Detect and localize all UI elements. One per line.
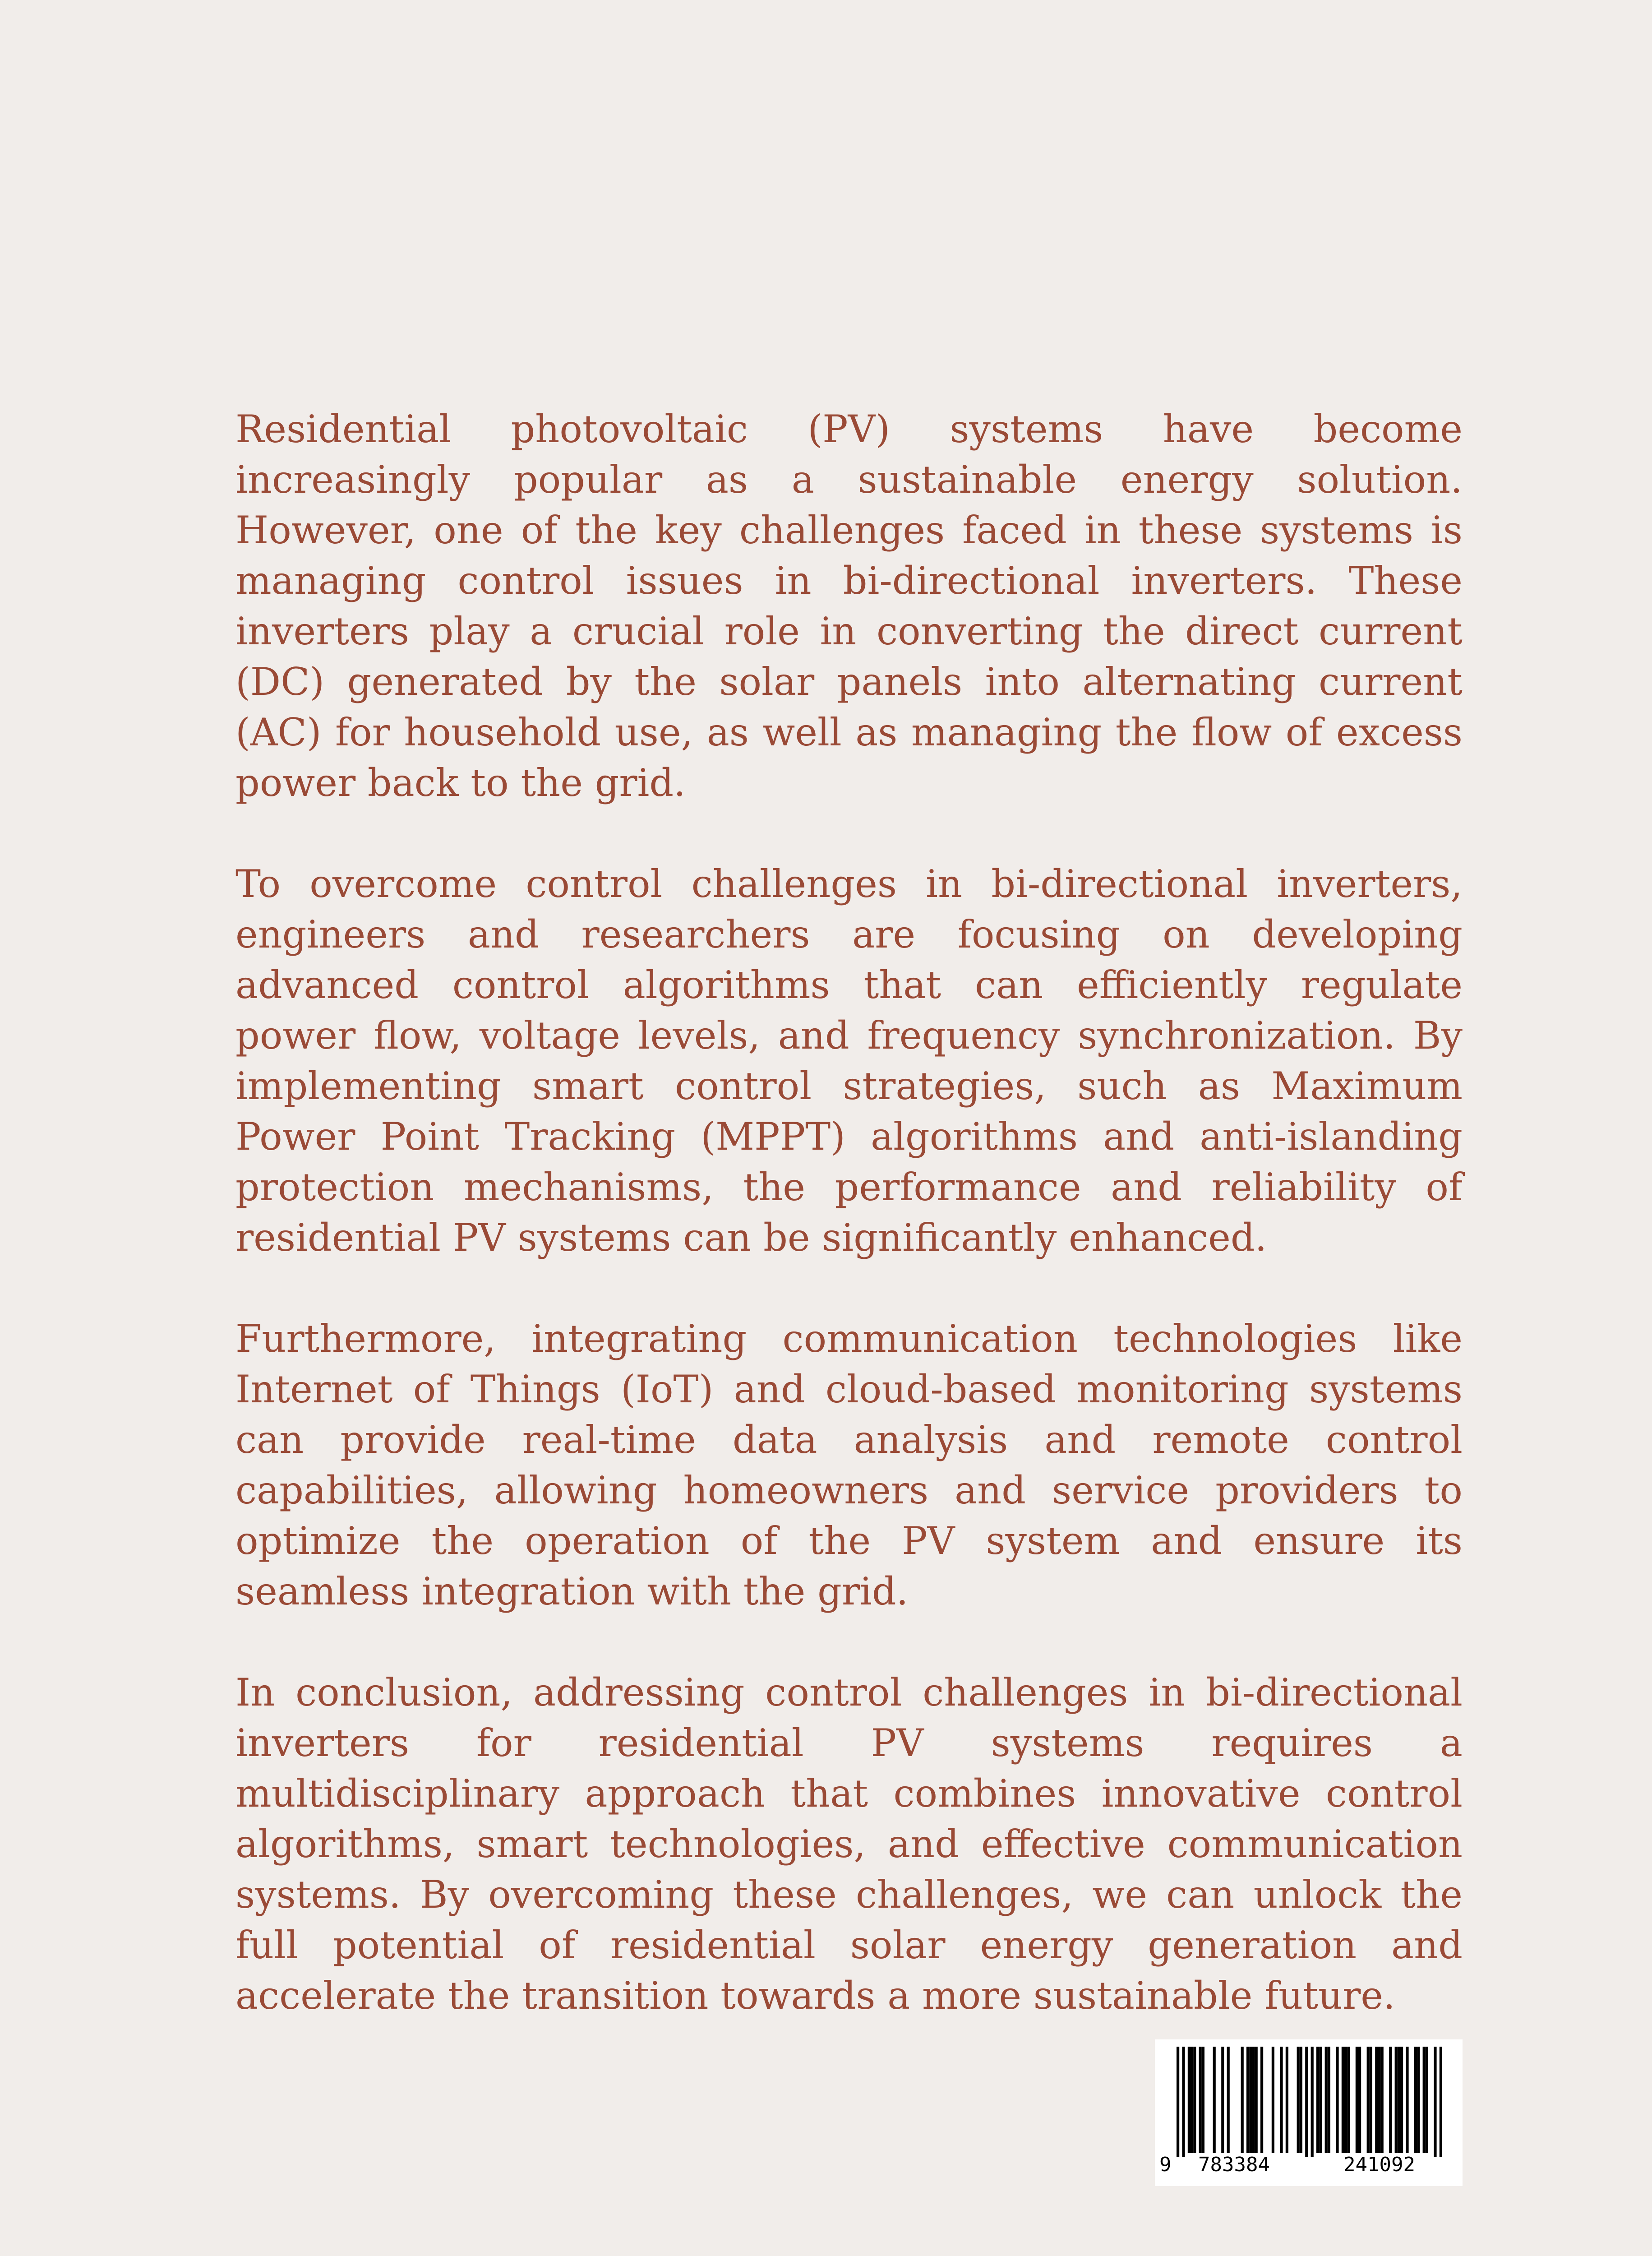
blurb-paragraph-4: In conclusion, addressing control challenges in bi-directional inverters for residential PV systems requires a multidisciplinary approach that combines innovative control algorithms, smart technologies, and effective communication systems. By overcoming these challenges, we can unlock the full potential of residential solar energy generation and accelerate the transition towards a more sustainable future.	[235, 1670, 1463, 2018]
barcode-bar	[1300, 2047, 1302, 2153]
barcode-bar	[1375, 2047, 1378, 2153]
barcode-bar	[1316, 2047, 1319, 2153]
barcode-bar	[1344, 2047, 1347, 2153]
blurb-paragraph-2: To overcome control challenges in bi-directional inverters, engineers and researchers are focusing on developing advanced control algorithms that can efficiently regulate power flow, voltage levels, and frequency synchronization. By implementing smart control strategies, such as Maximum Power Point Tracking (MPPT) algorithms and anti-islanding protection mechanisms, the performance and reliability of residential PV systems can be significantly enhanced.	[235, 862, 1463, 1260]
barcode-bar	[1358, 2047, 1361, 2153]
barcode-bar	[1347, 2047, 1350, 2153]
barcode-right-group: 241092	[1343, 2153, 1415, 2176]
barcode-bar	[1221, 2047, 1224, 2153]
barcode-bar	[1434, 2047, 1436, 2157]
blurb-paragraph-3: Furthermore, integrating communication technologies like Internet of Things (IoT) and cloud-based monitoring systems can provide real-time data analysis and remote control capabilities, allowing homeowners and service providers to optimize the operation of the PV system and ensure its seamless integration with the grid.	[235, 1317, 1463, 1613]
barcode-bar	[1378, 2047, 1380, 2153]
barcode-bar	[1246, 2047, 1249, 2153]
barcode-bar	[1255, 2047, 1258, 2153]
barcode-bar	[1182, 2047, 1185, 2157]
barcode-bar	[1319, 2047, 1322, 2153]
barcode-bar	[1311, 2047, 1314, 2157]
barcode-digits	[1155, 2153, 1463, 2180]
barcode-bar	[1367, 2047, 1370, 2153]
barcode-bar	[1400, 2047, 1403, 2153]
barcode-bar	[1426, 2047, 1428, 2153]
barcode-bar	[1325, 2047, 1328, 2153]
barcode-bar	[1241, 2047, 1244, 2153]
isbn-barcode	[1155, 2039, 1463, 2186]
barcode-bars	[1155, 2039, 1463, 2157]
barcode-bar	[1252, 2047, 1255, 2153]
barcode-bar	[1305, 2047, 1308, 2157]
barcode-first-digit: 9	[1159, 2153, 1172, 2176]
barcode-bar	[1381, 2047, 1384, 2153]
barcode-bar	[1202, 2047, 1204, 2153]
barcode-bar	[1260, 2047, 1263, 2153]
barcode-bar	[1423, 2047, 1426, 2153]
barcode-bar	[1414, 2047, 1417, 2153]
barcode-left-group: 783384	[1198, 2153, 1270, 2176]
barcode-bar	[1370, 2047, 1372, 2153]
barcode-bar	[1249, 2047, 1252, 2153]
barcode-bar	[1440, 2047, 1442, 2157]
barcode-bar	[1188, 2047, 1191, 2153]
barcode-bar	[1272, 2047, 1274, 2153]
barcode-bar	[1395, 2047, 1398, 2153]
barcode-bar	[1356, 2047, 1358, 2153]
blurb-text	[235, 404, 1463, 2071]
barcode-bar	[1193, 2047, 1196, 2153]
barcode-bar	[1297, 2047, 1300, 2153]
barcode-bar	[1406, 2047, 1408, 2153]
barcode-bar	[1398, 2047, 1400, 2153]
barcode-bar	[1417, 2047, 1420, 2153]
barcode-bar	[1177, 2047, 1179, 2157]
barcode-bar	[1286, 2047, 1288, 2153]
barcode-bar	[1342, 2047, 1344, 2153]
barcode-bar	[1280, 2047, 1283, 2153]
barcode-bar	[1213, 2047, 1216, 2153]
barcode-bar	[1191, 2047, 1193, 2153]
barcode-bar	[1336, 2047, 1338, 2153]
barcode-bar	[1227, 2047, 1230, 2153]
barcode-bar	[1328, 2047, 1330, 2153]
barcode-bar	[1389, 2047, 1392, 2153]
blurb-paragraph-1: Residential photovoltaic (PV) systems have become increasingly popular as a sustainable energy solution. However, one of the key challenges faced in these systems is managing control issues in bi-directional inverters. These inverters play a crucial role in converting the direct current (DC) generated by the solar panels into alternating current (AC) for household use, as well as managing the flow of excess power back to the grid.	[235, 407, 1463, 805]
barcode-bar	[1199, 2047, 1202, 2153]
